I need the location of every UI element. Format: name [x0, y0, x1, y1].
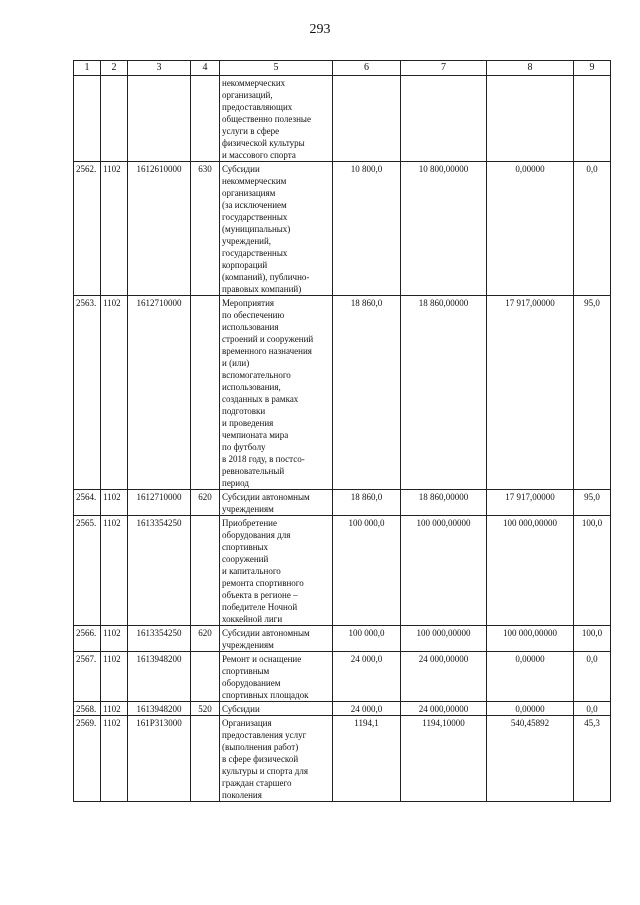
refined-amount: [401, 76, 487, 162]
row-number: 2562.: [74, 162, 101, 296]
item-description: Субсидии: [220, 702, 333, 716]
table-row: [74, 626, 611, 652]
expense-type-code: [191, 76, 220, 162]
refined-amount: 24 000,00000: [401, 702, 487, 716]
table-row: [74, 516, 611, 626]
planned-amount: 24 000,0: [333, 652, 401, 702]
target-article-code: 161P313000: [128, 716, 191, 802]
target-article-code: 1613354250: [128, 516, 191, 626]
executed-amount: 100 000,00000: [487, 626, 574, 652]
table-row: [74, 490, 611, 516]
expense-type-code: [191, 516, 220, 626]
target-article-code: 1613948200: [128, 652, 191, 702]
section-code: 1102: [101, 490, 128, 516]
planned-amount: 24 000,0: [333, 702, 401, 716]
column-header: 1: [74, 61, 101, 76]
planned-amount: 18 860,0: [333, 296, 401, 490]
target-article-code: 1613354250: [128, 626, 191, 652]
expense-type-code: 620: [191, 626, 220, 652]
item-description: Субсидии некоммерческим организациям (за исключением государственных (муниципальных) учреждений, государственных корпораций (компаний), публично- правовых компаний): [220, 162, 333, 296]
planned-amount: 100 000,0: [333, 626, 401, 652]
executed-amount: 0,00000: [487, 702, 574, 716]
expense-type-code: [191, 296, 220, 490]
item-description: Ремонт и оснащение спортивным оборудованием спортивных площадок: [220, 652, 333, 702]
column-header: 9: [574, 61, 611, 76]
column-header: 2: [101, 61, 128, 76]
executed-amount: 17 917,00000: [487, 296, 574, 490]
item-description: некоммерческих организаций, предоставляющих общественно полезные услуги в сфере физической культуры и массового спорта: [220, 76, 333, 162]
executed-amount: 100 000,00000: [487, 516, 574, 626]
executed-amount: 540,45892: [487, 716, 574, 802]
refined-amount: 100 000,00000: [401, 626, 487, 652]
section-code: 1102: [101, 716, 128, 802]
executed-amount: 0,00000: [487, 652, 574, 702]
row-number: 2565.: [74, 516, 101, 626]
refined-amount: 10 800,00000: [401, 162, 487, 296]
refined-amount: 100 000,00000: [401, 516, 487, 626]
target-article-code: 1612710000: [128, 490, 191, 516]
section-code: 1102: [101, 516, 128, 626]
item-description: Субсидии автономным учреждениям: [220, 626, 333, 652]
section-code: 1102: [101, 702, 128, 716]
budget-table: [73, 60, 611, 802]
target-article-code: 1612710000: [128, 296, 191, 490]
row-number: [74, 76, 101, 162]
column-header: 7: [401, 61, 487, 76]
execution-percent: 95,0: [574, 490, 611, 516]
section-code: 1102: [101, 162, 128, 296]
target-article-code: [128, 76, 191, 162]
row-number: 2567.: [74, 652, 101, 702]
executed-amount: [487, 76, 574, 162]
section-code: 1102: [101, 626, 128, 652]
refined-amount: 24 000,00000: [401, 652, 487, 702]
planned-amount: [333, 76, 401, 162]
item-description: Мероприятия по обеспечению использования строений и сооружений временного назначения и (или) вспомогательного использования, созданных в рамках подготовки и проведения чемпионата мира по футболу в 2018 году, в постсо- ревновательный период: [220, 296, 333, 490]
table-row: [74, 162, 611, 296]
expense-type-code: [191, 716, 220, 802]
item-description: Организация предоставления услуг (выполнения работ) в сфере физической культуры и спорта для граждан старшего поколения: [220, 716, 333, 802]
executed-amount: 17 917,00000: [487, 490, 574, 516]
expense-type-code: 520: [191, 702, 220, 716]
execution-percent: 100,0: [574, 516, 611, 626]
row-number: 2566.: [74, 626, 101, 652]
page-number: 293: [309, 22, 331, 37]
refined-amount: 1194,10000: [401, 716, 487, 802]
section-code: 1102: [101, 652, 128, 702]
column-header: 4: [191, 61, 220, 76]
execution-percent: 0,0: [574, 702, 611, 716]
execution-percent: 100,0: [574, 626, 611, 652]
table-row: [74, 652, 611, 702]
item-description: Субсидии автономным учреждениям: [220, 490, 333, 516]
table-row: [74, 296, 611, 490]
expense-type-code: 620: [191, 490, 220, 516]
item-description: Приобретение оборудования для спортивных сооружений и капитального ремонта спортивного объекта в регионе – победителе Ночной хоккейной лиги: [220, 516, 333, 626]
execution-percent: [574, 76, 611, 162]
table-row: [74, 702, 611, 716]
column-header: 8: [487, 61, 574, 76]
refined-amount: 18 860,00000: [401, 490, 487, 516]
column-header: 5: [220, 61, 333, 76]
row-number: 2568.: [74, 702, 101, 716]
row-number: 2564.: [74, 490, 101, 516]
table-row: [74, 76, 611, 162]
planned-amount: 18 860,0: [333, 490, 401, 516]
planned-amount: 1194,1: [333, 716, 401, 802]
execution-percent: 45,3: [574, 716, 611, 802]
column-header: 3: [128, 61, 191, 76]
expense-type-code: 630: [191, 162, 220, 296]
section-code: [101, 76, 128, 162]
planned-amount: 100 000,0: [333, 516, 401, 626]
refined-amount: 18 860,00000: [401, 296, 487, 490]
column-number-row: [74, 61, 611, 76]
target-article-code: 1612610000: [128, 162, 191, 296]
table-row: [74, 716, 611, 802]
expense-type-code: [191, 652, 220, 702]
executed-amount: 0,00000: [487, 162, 574, 296]
column-header: 6: [333, 61, 401, 76]
execution-percent: 95,0: [574, 296, 611, 490]
section-code: 1102: [101, 296, 128, 490]
target-article-code: 1613948200: [128, 702, 191, 716]
planned-amount: 10 800,0: [333, 162, 401, 296]
execution-percent: 0,0: [574, 652, 611, 702]
execution-percent: 0,0: [574, 162, 611, 296]
row-number: 2563.: [74, 296, 101, 490]
row-number: 2569.: [74, 716, 101, 802]
